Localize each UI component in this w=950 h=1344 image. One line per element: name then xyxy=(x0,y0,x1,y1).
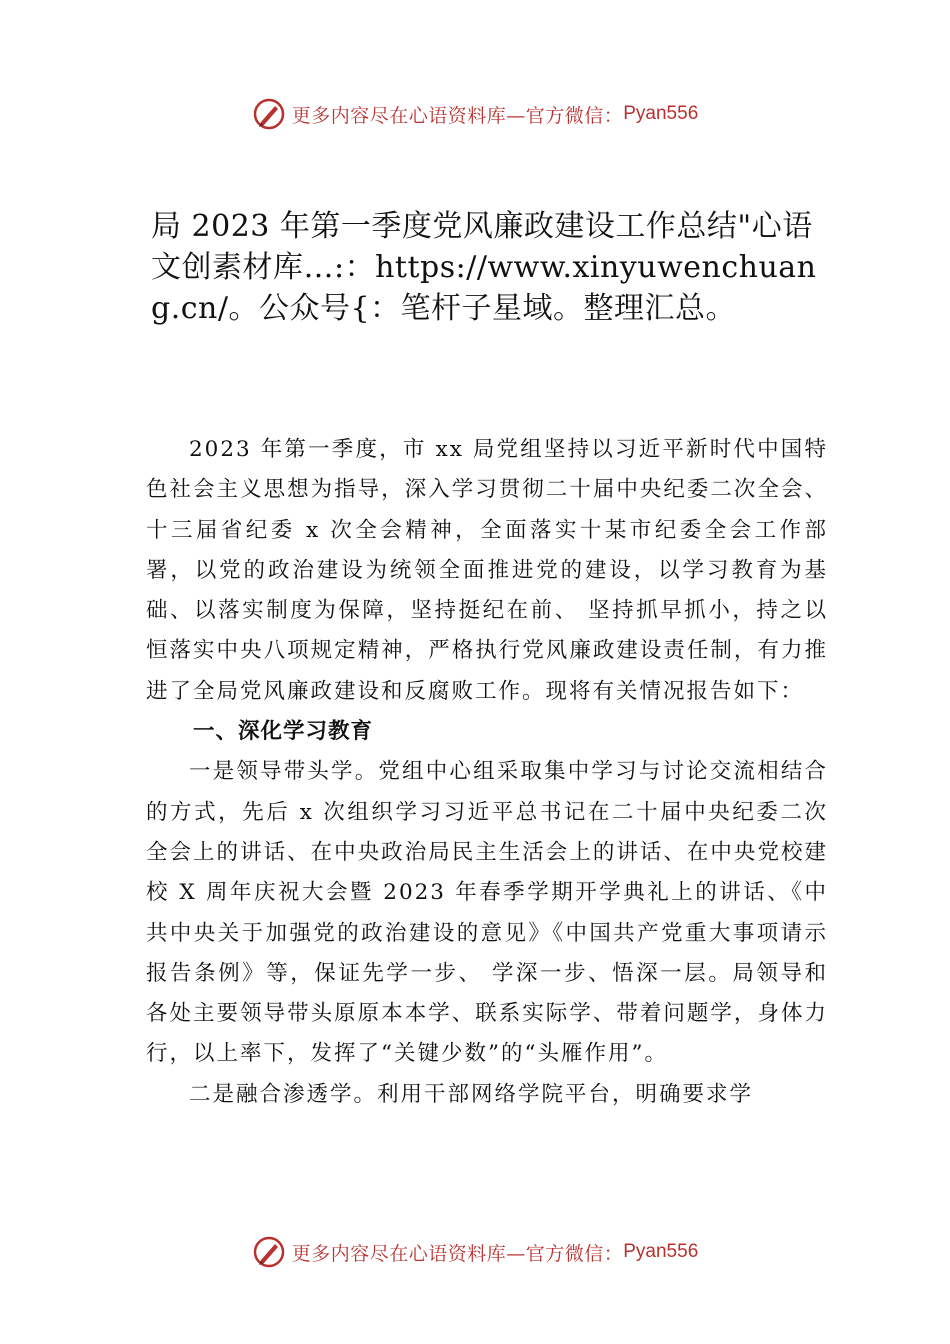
wechat-id: Pyan556 xyxy=(623,103,699,124)
pen-logo-icon xyxy=(252,1235,286,1269)
banner-text: 更多内容尽在心语资料库—官方微信： xyxy=(291,104,624,127)
body-paragraph: 二是融合渗透学。利用干部网络学院平台，明确要求学 xyxy=(189,1081,754,1107)
document-body xyxy=(146,430,828,1115)
footer-banner xyxy=(0,1232,950,1272)
body-paragraph: 一是领导带头学。党组中心组采取集中学习与讨论交流相结合的方式，先后 x 次组织学习习近平总书记在二十届中央纪委二次全会上的讲话、在中央政治局民主生活会上的讲话、在中央党校建校 X 周年庆祝大会暨 2023 年春季学期开学典礼上的讲话、《中共中央关于加强党的政治建设的意见》《中国共产党重大事项请示报告条例》等，保证先学一步、 学深一步、悟深一层。局领导和各处主要领导带头原原本本学、联系实际学、带着问题学，身体力行，以上率下，发挥了“关键少数”的“头雁作用”。 xyxy=(146,759,828,1067)
wechat-id: Pyan556 xyxy=(623,1241,699,1262)
document-title: 局 2023 年第一季度党风廉政建设工作总结"心语文创素材库…:：https://www.xinyuwenchuang.cn/。公众号{：笔杆子星域。整理汇总。 xyxy=(151,209,817,326)
banner-text: 更多内容尽在心语资料库—官方微信： xyxy=(291,1242,624,1265)
intro-paragraph: 2023 年第一季度，市 xx 局党组坚持以习近平新时代中国特色社会主义思想为指导，深入学习贯彻二十届中央纪委二次全会、十三届省纪委 x 次全会精神，全面落实十某市纪委全会工作部署，以党的政治建设为统领全面推进党的建设，以学习教育为基础、以落实制度为保障，坚持挺纪在前、 坚持抓早抓小，持之以恒落实中央八项规定精神，严格执行党风廉政建设责任制，有力推进了全局党风廉政建设和反腐败工作。现将有关情况报告如下： xyxy=(146,437,828,704)
header-banner xyxy=(0,94,950,134)
pen-logo-icon xyxy=(252,97,286,131)
section-heading: 一、深化学习教育 xyxy=(193,719,374,745)
